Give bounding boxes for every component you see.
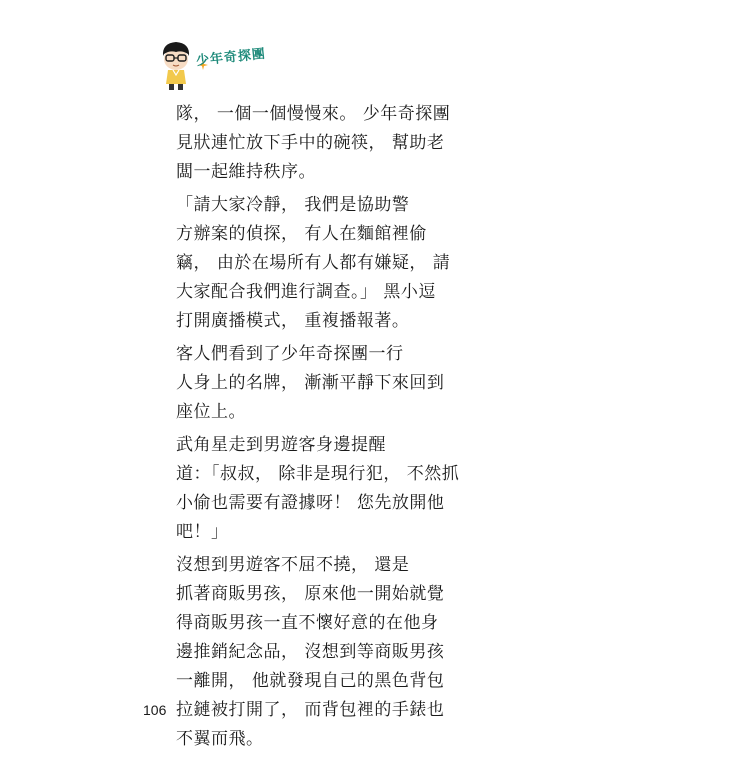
paragraph: 「請大家冷靜， 我們是協助警 方辦案的偵探， 有人在麵館裡偷 竊， 由於在場所有人都有嫌疑， 請 大家配合我們進行調查。」 黑小逗 打開廣播模式， 重複播報著。 <box>176 195 451 331</box>
paragraph: 沒想到男遊客不屈不撓， 還是 抓著商販男孩， 原來他一開始就覺 得商販男孩一直不懷好意的在他身 邊推銷紀念品， 沒想到等商販男孩 一離開， 他就發現自己的黑色背包 拉鏈被打開了， 而背包裡的手錶也 不翼而飛。 <box>176 555 445 749</box>
series-title: 少年奇探團 <box>195 46 267 69</box>
text-body <box>176 100 558 758</box>
series-logo <box>158 40 288 92</box>
paragraph: 客人們看到了少年奇探團一行 人身上的名牌， 漸漸平靜下來回到 座位上。 <box>176 344 445 422</box>
boy-with-glasses-icon <box>158 40 194 92</box>
page-number: 106 <box>143 702 167 718</box>
paragraph: 隊， 一個一個慢慢來。 少年奇探團 見狀連忙放下手中的碗筷， 幫助老 闆一起維持秩序。 <box>176 104 451 182</box>
paragraph: 武角星走到男遊客身邊提醒 道：「叔叔， 除非是現行犯， 不然抓 小偷也需要有證據呀！ 您先放開他 吧！」 <box>176 435 460 542</box>
